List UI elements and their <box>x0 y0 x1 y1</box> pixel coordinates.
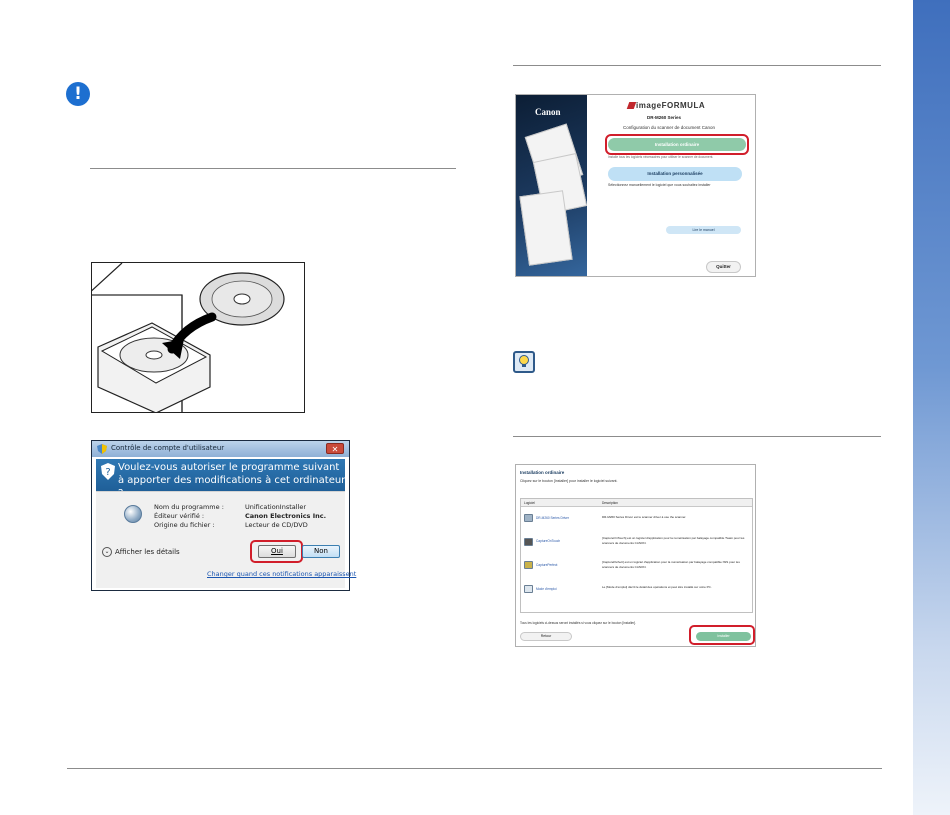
column-header-software: Logiciel <box>524 501 535 505</box>
yes-button[interactable]: Oui <box>258 545 296 558</box>
table-row-link[interactable]: CapturePerfect <box>536 563 558 567</box>
install-button[interactable]: Installer <box>696 632 751 641</box>
important-icon: ! <box>66 82 90 106</box>
series-title: DR-M260 Series <box>647 115 682 120</box>
setup-banner <box>516 95 587 277</box>
show-details-link[interactable]: Afficher les détails <box>115 548 180 556</box>
table-row-description: Le [Mode d'emploi] décrit le détail des opérations et peut être installé sur votre PC. <box>602 585 712 589</box>
table-row-description: [CaptureOnTouch] est un logiciel d'application pour la numérisation par balayage compatible Twain pour les scanners de documents CANON. <box>602 536 745 545</box>
table-row-link[interactable]: Mode d'emploi <box>536 587 557 591</box>
back-button[interactable]: Retour <box>520 632 572 641</box>
quit-button[interactable]: Quitter <box>706 261 741 273</box>
installer-icon <box>124 505 142 523</box>
side-tab <box>913 0 950 815</box>
setup-screen <box>515 94 756 277</box>
table-row-description: DR-M260 Series Driver est le scanner driver à use the scanner. <box>602 515 687 519</box>
file-origin-label: Origine du fichier : <box>154 521 215 529</box>
driver-icon <box>524 514 533 522</box>
program-name-label: Nom du programme : <box>154 503 224 511</box>
shield-icon <box>97 444 107 454</box>
column-header-description: Description <box>602 501 618 505</box>
standard-install-button[interactable]: Installation ordinaire <box>608 138 746 151</box>
program-name-value: UnificationInstaller <box>245 503 307 511</box>
no-button[interactable]: Non <box>302 545 340 558</box>
section-divider <box>513 436 881 437</box>
table-header <box>521 499 752 507</box>
change-notifications-link[interactable]: Changer quand ces notifications apparaissent <box>207 570 357 578</box>
custom-install-button[interactable]: Installation personnalisée <box>608 167 742 181</box>
publisher-label: Éditeur vérifié : <box>154 512 205 520</box>
custom-install-description: Sélectionnez manuellement le logiciel que vous souhaitez installer <box>608 183 711 187</box>
install-title: Installation ordinaire <box>520 470 565 475</box>
manual-icon <box>524 585 533 593</box>
lightbulb-icon <box>515 353 533 371</box>
table-row-description: [CapturePerfect] est un logiciel d'application pour la numérisation par balayage compatible ISIS pour les scanners de documents CANON. <box>602 560 740 569</box>
svg-text:?: ? <box>105 467 111 478</box>
question-shield-icon <box>101 463 115 480</box>
canon-logo: Canon <box>535 107 561 117</box>
footer-divider <box>67 768 882 769</box>
standard-install-description: Installe tous les logiciels nécessaires pour utiliser le scanner de document. <box>608 155 714 159</box>
uac-dialog <box>91 440 357 591</box>
read-manual-button[interactable]: Lire le manuel <box>666 226 741 234</box>
uac-question: Voulez-vous autoriser le programme suivant à apporter des modifications à cet ordinateur <box>118 462 346 486</box>
publisher-value: Canon Electronics Inc. <box>245 512 327 520</box>
close-button[interactable]: ✕ <box>326 443 344 454</box>
scanner-icon <box>524 538 533 546</box>
table-row-link[interactable]: CaptureOnTouch <box>536 539 561 543</box>
section-divider <box>513 65 881 66</box>
install-subtitle: Cliquez sur le bouton [Installer] pour installer le logiciel suivant. <box>520 479 618 483</box>
pen-icon <box>524 561 533 569</box>
config-label: Configuration du scanner de document Canon <box>623 125 716 130</box>
chevron-down-icon[interactable]: ⌄ <box>102 547 112 557</box>
hint-icon <box>513 351 535 373</box>
install-list-screen <box>515 464 756 647</box>
section-divider <box>90 168 456 169</box>
imageformula-mark-icon <box>627 102 637 109</box>
file-origin-value: Lecteur de CD/DVD <box>245 521 308 529</box>
install-footer-note: Tous les logiciels ci-dessus seront installés si vous cliquez sur le bouton [Installer]. <box>520 621 637 625</box>
uac-title: Contrôle de compte d'utilisateur <box>111 444 225 452</box>
cd-insert-illustration <box>91 262 305 413</box>
cd-drive-icon <box>92 263 305 413</box>
table-row-link[interactable]: DR-M260 Series Driver <box>536 516 569 520</box>
imageformula-logo: imageFORMULA <box>636 101 706 110</box>
software-table <box>520 498 753 613</box>
